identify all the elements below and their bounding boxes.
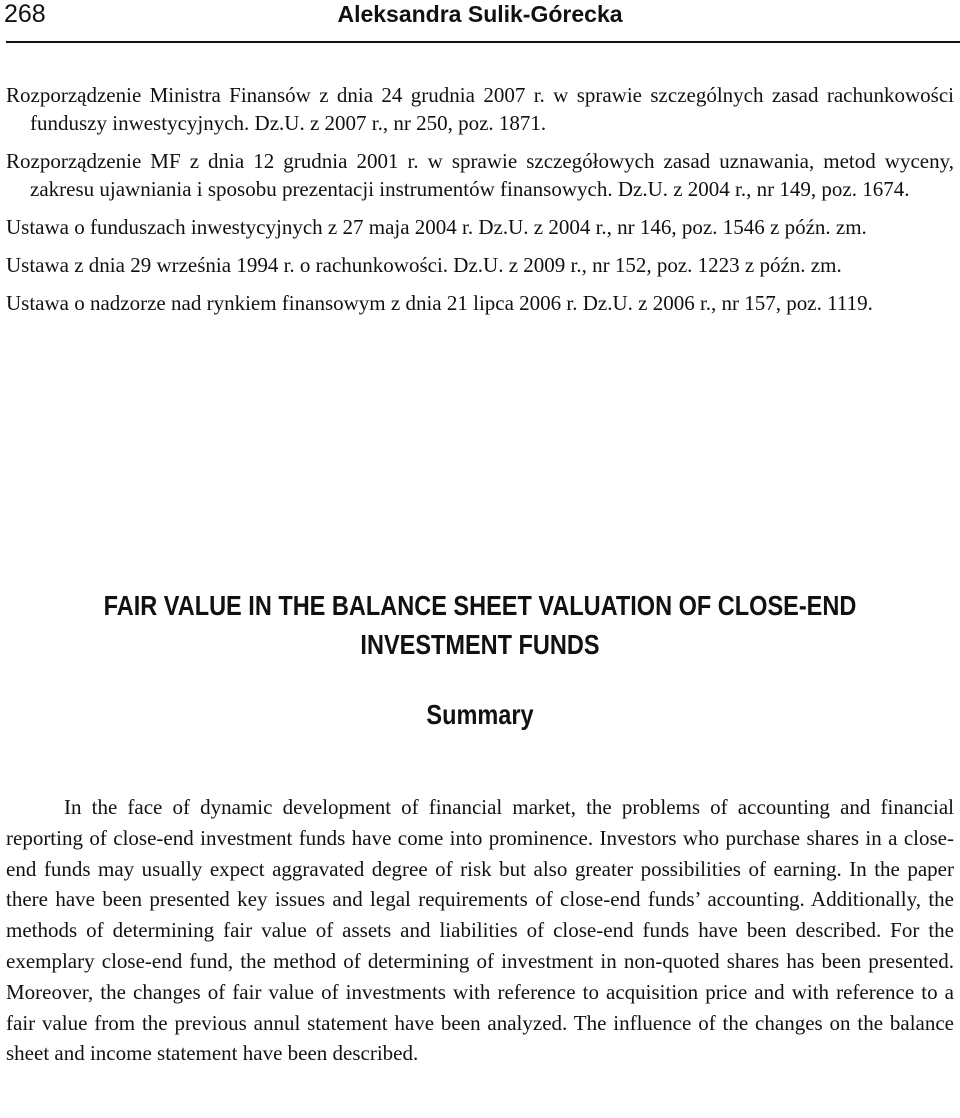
header-rule — [6, 41, 960, 43]
reference-item: Ustawa o nadzorze nad rynkiem finansowym z dnia 21 lipca 2006 r. Dz.U. z 2006 r., nr 157, poz. 1119. — [6, 291, 873, 315]
reference-item: Ustawa z dnia 29 września 1994 r. o rachunkowości. Dz.U. z 2009 r., nr 152, poz. 1223 z późn. zm. — [6, 253, 842, 277]
summary-paragraph: In the face of dynamic development of financial market, the problems of accounting and financial reporting of close-end investment funds have come into prominence. Investors who purchase shares in a close-end funds may usually expect aggravated degree of risk but also greater possibilities of earning. In the paper there have been presented key issues and legal requirements of close-end funds’ accounting. Additionally, the methods of determining fair value of assets and liabilities of close-end funds have been described. For the exemplary close-end fund, the method of determining of investment in non-quoted shares has been presented. Moreover, the changes of fair value of investments with reference to acquisition price and with reference to a fair value from the previous annul statement have been analyzed. The influence of the changes on the balance sheet and income statement have been described. — [6, 795, 954, 1066]
reference-item: Ustawa o funduszach inwestycyjnych z 27 maja 2004 r. Dz.U. z 2004 r., nr 146, poz. 1546 z późn. zm. — [6, 215, 867, 239]
reference-item: Rozporządzenie Ministra Finansów z dnia 24 grudnia 2007 r. w sprawie szczególnych zasad rachunkowości funduszy inwestycyjnych. Dz.U. z 2007 r., nr 250, poz. 1871. — [6, 83, 954, 135]
summary-heading: Summary — [426, 699, 534, 730]
page-number: 268 — [4, 0, 46, 28]
running-head-author: Aleksandra Sulik-Górecka — [337, 1, 623, 27]
article-title: FAIR VALUE IN THE BALANCE SHEET VALUATION OF CLOSE-END INVESTMENT FUNDS — [103, 590, 857, 660]
reference-item: Rozporządzenie MF z dnia 12 grudnia 2001 r. w sprawie szczegółowych zasad uznawania, metod wyceny, zakresu ujawniania i sposobu prezentacji instrumentów finansowych. Dz.U. z 2004 r., nr 149, poz. 1674. — [6, 149, 954, 201]
page-header — [0, 0, 960, 44]
reference-list — [6, 81, 954, 327]
